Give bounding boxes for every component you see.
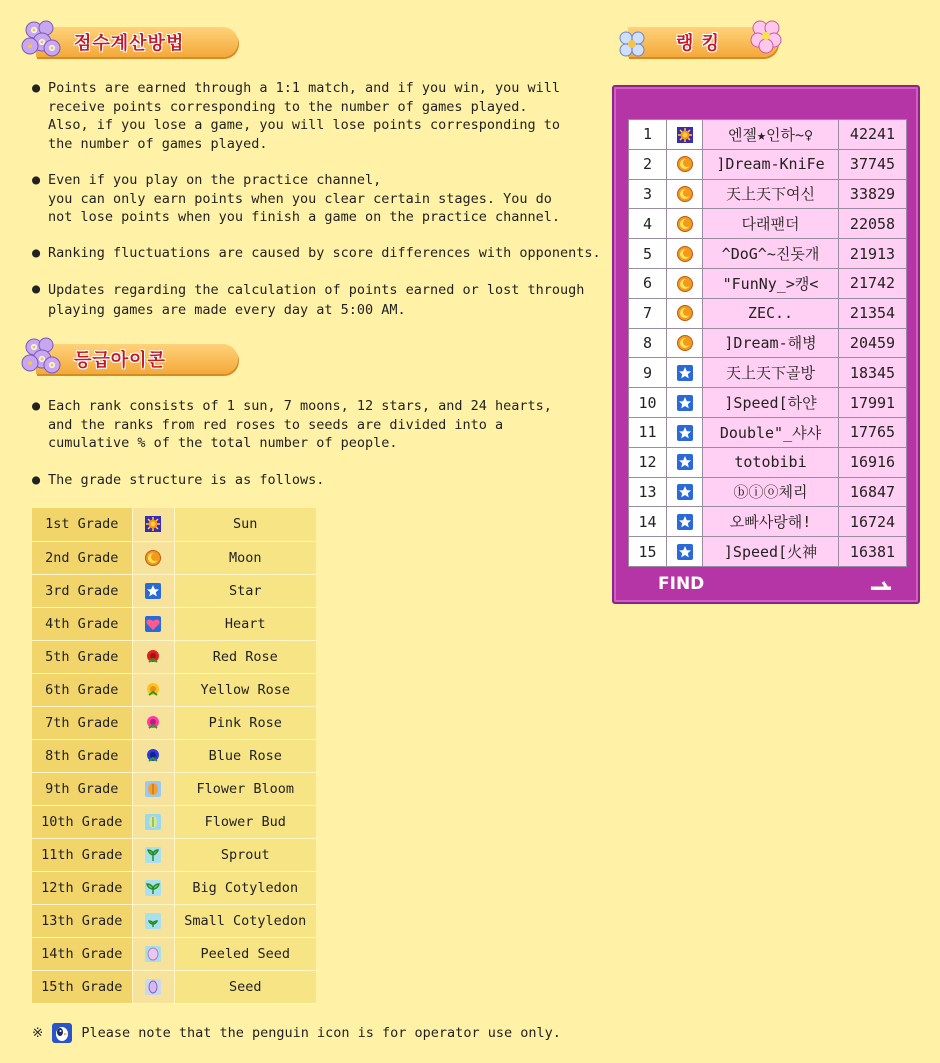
grade-icon-cell bbox=[132, 706, 174, 739]
player-score: 17991 bbox=[839, 388, 907, 418]
operator-footnote bbox=[32, 1022, 561, 1044]
rank-number: 7 bbox=[629, 298, 667, 328]
rank-icon-cell bbox=[667, 149, 703, 179]
star-icon bbox=[676, 424, 694, 442]
grade-row bbox=[32, 937, 316, 970]
rank-number: 14 bbox=[629, 507, 667, 537]
grade-row bbox=[32, 574, 316, 607]
moon-icon bbox=[676, 215, 694, 233]
grade-row bbox=[32, 706, 316, 739]
rank-icon-cell bbox=[667, 179, 703, 209]
grade-row bbox=[32, 904, 316, 937]
grade-icons-section-title: 등급아이콘 bbox=[74, 350, 166, 371]
red-rose-icon bbox=[144, 648, 162, 666]
grade-icon-cell bbox=[132, 640, 174, 673]
yellow-rose-icon bbox=[144, 681, 162, 699]
player-name[interactable]: 天上天下골방 bbox=[703, 358, 839, 388]
moon-icon bbox=[676, 275, 694, 293]
grade-name: 3rd Grade bbox=[32, 574, 132, 607]
grade-label: Flower Bloom bbox=[174, 772, 316, 805]
player-score: 21913 bbox=[839, 239, 907, 269]
flower-cluster-icon bbox=[20, 335, 66, 381]
rank-number: 1 bbox=[629, 120, 667, 150]
footnote-text: Please note that the penguin icon is for operator use only. bbox=[81, 1025, 561, 1041]
grade-name: 4th Grade bbox=[32, 607, 132, 640]
rank-icon-cell bbox=[667, 209, 703, 239]
grade-icon-cell bbox=[132, 574, 174, 607]
moon-icon bbox=[676, 304, 694, 322]
grade-label: Red Rose bbox=[174, 640, 316, 673]
moon-icon bbox=[144, 549, 162, 567]
rank-icon-cell bbox=[667, 358, 703, 388]
rank-number: 4 bbox=[629, 209, 667, 239]
ranking-row[interactable] bbox=[629, 358, 907, 388]
grade-row bbox=[32, 607, 316, 640]
ranking-row[interactable] bbox=[629, 507, 907, 537]
sprout-icon bbox=[144, 846, 162, 864]
grade-label: Blue Rose bbox=[174, 739, 316, 772]
rank-number: 6 bbox=[629, 268, 667, 298]
blue-rose-icon bbox=[144, 747, 162, 765]
ranking-row[interactable] bbox=[629, 120, 907, 150]
grade-label: Big Cotyledon bbox=[174, 871, 316, 904]
player-score: 16724 bbox=[839, 507, 907, 537]
grade-label: Sprout bbox=[174, 838, 316, 871]
rank-number: 9 bbox=[629, 358, 667, 388]
star-icon bbox=[676, 513, 694, 531]
player-score: 16916 bbox=[839, 447, 907, 477]
flower-bud-icon bbox=[144, 813, 162, 831]
rank-number: 3 bbox=[629, 179, 667, 209]
grade-icon-cell bbox=[132, 805, 174, 838]
grade-icons-section-header bbox=[20, 341, 238, 377]
rank-number: 8 bbox=[629, 328, 667, 358]
moon-icon bbox=[676, 185, 694, 203]
player-score: 42241 bbox=[839, 120, 907, 150]
player-name[interactable]: ]Dream-KniFe bbox=[703, 149, 839, 179]
grade-row bbox=[32, 772, 316, 805]
ranking-section-title: 랭 킹 bbox=[676, 33, 721, 54]
grade-row bbox=[32, 805, 316, 838]
rank-icon-cell bbox=[667, 388, 703, 418]
player-name[interactable]: Double"_샤샤 bbox=[703, 417, 839, 447]
ranking-row[interactable] bbox=[629, 447, 907, 477]
moon-icon bbox=[676, 334, 694, 352]
player-score: 33829 bbox=[839, 179, 907, 209]
small-cotyledon-icon bbox=[144, 912, 162, 930]
grade-row bbox=[32, 640, 316, 673]
reference-mark: ※ bbox=[32, 1025, 44, 1041]
ranking-row[interactable] bbox=[629, 209, 907, 239]
grade-label: Seed bbox=[174, 970, 316, 1003]
big-cotyledon-icon bbox=[144, 879, 162, 897]
penguin-icon bbox=[51, 1022, 73, 1044]
player-score: 21354 bbox=[839, 298, 907, 328]
grade-icon-cell bbox=[132, 838, 174, 871]
player-name[interactable]: 天上天下여신 bbox=[703, 179, 839, 209]
grade-icon-cell bbox=[132, 607, 174, 640]
rank-icon-cell bbox=[667, 328, 703, 358]
star-icon bbox=[144, 582, 162, 600]
player-score: 20459 bbox=[839, 328, 907, 358]
ranking-row[interactable] bbox=[629, 417, 907, 447]
pink-rose-icon bbox=[144, 714, 162, 732]
ranking-row[interactable] bbox=[629, 239, 907, 269]
grade-row bbox=[32, 739, 316, 772]
grade-icon-cell bbox=[132, 541, 174, 574]
grade-label: Star bbox=[174, 574, 316, 607]
rank-number: 10 bbox=[629, 388, 667, 418]
player-name[interactable]: ]Speed[火神 bbox=[703, 537, 839, 567]
player-name[interactable]: ZEC.. bbox=[703, 298, 839, 328]
grade-label: Flower Bud bbox=[174, 805, 316, 838]
grade-name: 9th Grade bbox=[32, 772, 132, 805]
ranking-row[interactable] bbox=[629, 179, 907, 209]
player-name[interactable]: ⓑⓘⓞ체리 bbox=[703, 477, 839, 507]
rank-icon-cell bbox=[667, 417, 703, 447]
grade-label: Peeled Seed bbox=[174, 937, 316, 970]
grade-name: 8th Grade bbox=[32, 739, 132, 772]
star-icon bbox=[676, 453, 694, 471]
arrow-right-icon[interactable] bbox=[869, 577, 893, 591]
rank-number: 15 bbox=[629, 537, 667, 567]
player-score: 16381 bbox=[839, 537, 907, 567]
grade-name: 11th Grade bbox=[32, 838, 132, 871]
grade-icon-cell bbox=[132, 937, 174, 970]
player-score: 16847 bbox=[839, 477, 907, 507]
grade-icon-cell bbox=[132, 508, 174, 541]
flower-bloom-icon bbox=[144, 780, 162, 798]
ranking-row[interactable] bbox=[629, 328, 907, 358]
grade-name: 10th Grade bbox=[32, 805, 132, 838]
player-name[interactable]: ]Speed[하얀 bbox=[703, 388, 839, 418]
grade-row bbox=[32, 508, 316, 541]
player-name[interactable]: ^DoG^~진돗개 bbox=[703, 239, 839, 269]
flower-icon bbox=[616, 28, 650, 62]
star-icon bbox=[676, 483, 694, 501]
ranking-table bbox=[628, 119, 907, 567]
grade-row bbox=[32, 838, 316, 871]
rank-icon-cell bbox=[667, 268, 703, 298]
rank-icon-cell bbox=[667, 447, 703, 477]
grade-name: 6th Grade bbox=[32, 673, 132, 706]
grade-icon-cell bbox=[132, 904, 174, 937]
ranking-row[interactable] bbox=[629, 537, 907, 567]
ranking-row[interactable] bbox=[629, 298, 907, 328]
flower-cluster-icon bbox=[20, 18, 66, 64]
player-name[interactable]: totobibi bbox=[703, 447, 839, 477]
ranking-row[interactable] bbox=[629, 388, 907, 418]
player-name[interactable]: 다래팬더 bbox=[703, 209, 839, 239]
player-name[interactable]: 엔젤★인하~♀ bbox=[703, 120, 839, 150]
grade-label: Yellow Rose bbox=[174, 673, 316, 706]
find-button[interactable]: FIND bbox=[658, 574, 705, 594]
grade-row bbox=[32, 673, 316, 706]
moon-icon bbox=[676, 155, 694, 173]
player-name[interactable]: ]Dream-해병 bbox=[703, 328, 839, 358]
rank-icon-cell bbox=[667, 477, 703, 507]
grade-name: 5th Grade bbox=[32, 640, 132, 673]
player-name[interactable]: 오빠사랑해! bbox=[703, 507, 839, 537]
grade-icon-cell bbox=[132, 970, 174, 1003]
ranking-panel bbox=[612, 85, 920, 604]
grade-icon-cell bbox=[132, 871, 174, 904]
grade-name: 7th Grade bbox=[32, 706, 132, 739]
player-score: 18345 bbox=[839, 358, 907, 388]
grade-table bbox=[32, 508, 316, 1004]
rank-icon-cell bbox=[667, 239, 703, 269]
grade-name: 2nd Grade bbox=[32, 541, 132, 574]
rank-number: 12 bbox=[629, 447, 667, 477]
seed-icon bbox=[144, 978, 162, 996]
grade-name: 12th Grade bbox=[32, 871, 132, 904]
grade-name: 13th Grade bbox=[32, 904, 132, 937]
grade-label: Heart bbox=[174, 607, 316, 640]
grade-label: Pink Rose bbox=[174, 706, 316, 739]
scoring-section-title: 점수계산방법 bbox=[74, 33, 185, 54]
scoring-section-header bbox=[20, 24, 238, 60]
player-score: 21742 bbox=[839, 268, 907, 298]
rank-number: 13 bbox=[629, 477, 667, 507]
player-score: 22058 bbox=[839, 209, 907, 239]
grade-name: 15th Grade bbox=[32, 970, 132, 1003]
heart-icon bbox=[144, 615, 162, 633]
star-icon bbox=[676, 394, 694, 412]
player-score: 17765 bbox=[839, 417, 907, 447]
rank-icon-cell bbox=[667, 537, 703, 567]
star-icon bbox=[676, 543, 694, 561]
rank-icon-cell bbox=[667, 120, 703, 150]
moon-icon bbox=[676, 245, 694, 263]
rank-number: 5 bbox=[629, 239, 667, 269]
flower-icon bbox=[748, 18, 784, 54]
grade-name: 1st Grade bbox=[32, 508, 132, 541]
grade-row bbox=[32, 541, 316, 574]
ranking-row[interactable] bbox=[629, 477, 907, 507]
grade-row bbox=[32, 970, 316, 1003]
player-name[interactable]: "FunNy_>캥< bbox=[703, 268, 839, 298]
ranking-section-header bbox=[616, 24, 778, 60]
rank-icon-cell bbox=[667, 298, 703, 328]
grade-label: Small Cotyledon bbox=[174, 904, 316, 937]
rank-icon-cell bbox=[667, 507, 703, 537]
grade-icon-cell bbox=[132, 772, 174, 805]
grade-label: Moon bbox=[174, 541, 316, 574]
rank-number: 11 bbox=[629, 417, 667, 447]
grade-icon-cell bbox=[132, 673, 174, 706]
star-icon bbox=[676, 364, 694, 382]
peeled-seed-icon bbox=[144, 945, 162, 963]
player-score: 37745 bbox=[839, 149, 907, 179]
ranking-row[interactable] bbox=[629, 268, 907, 298]
grade-name: 14th Grade bbox=[32, 937, 132, 970]
grade-label: Sun bbox=[174, 508, 316, 541]
sun-icon bbox=[676, 126, 694, 144]
sun-icon bbox=[144, 515, 162, 533]
rank-number: 2 bbox=[629, 149, 667, 179]
ranking-row[interactable] bbox=[629, 149, 907, 179]
grade-row bbox=[32, 871, 316, 904]
grade-icon-cell bbox=[132, 739, 174, 772]
